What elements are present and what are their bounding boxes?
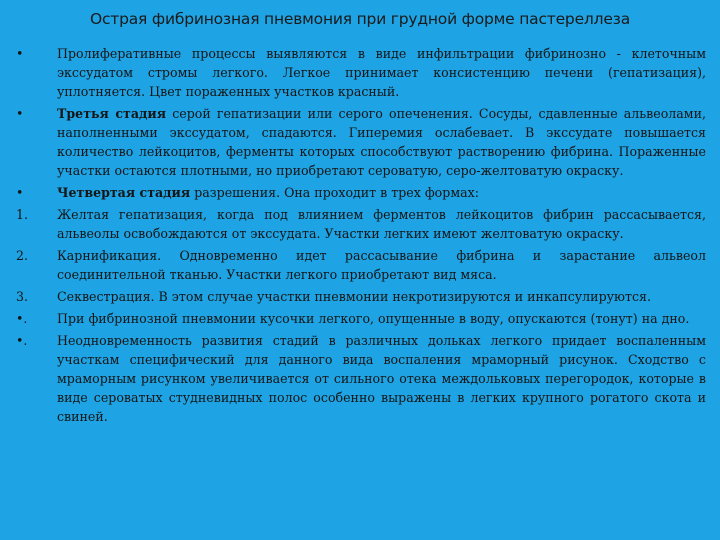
- list-item-text: [57, 183, 706, 202]
- slide-content: [16, 44, 706, 429]
- list-item: [16, 287, 706, 306]
- list-item: [16, 309, 706, 328]
- list-item-text: [57, 246, 706, 284]
- list-item-text: [57, 104, 706, 180]
- list-item: [16, 205, 706, 243]
- list-item-body: серой гепатизации или серого опеченения. Сосуды, сдавленные альвеолами, наполненными экссудатом, спадаются. Гиперемия ослабевает. В экссудате повышается количество лейкоцитов, ферменты которых способствуют растворению фибрина. Пораженные участки остаются плотными, но приобретают сероватую, серо-желтоватую окраску.: [57, 106, 706, 178]
- list-item: [16, 331, 706, 426]
- list-item-text: [57, 287, 706, 306]
- slide-title: Острая фибринозная пневмония при грудной форме пастереллеза: [89, 10, 631, 28]
- number-marker: 3.: [16, 289, 29, 304]
- bullet-marker: •.: [16, 311, 28, 326]
- number-marker: 2.: [16, 248, 29, 263]
- list-item-body: При фибринозной пневмонии кусочки легкого, опущенные в воду, опускаются (тонут) на дно.: [57, 311, 690, 326]
- number-marker: 1.: [16, 207, 29, 222]
- list-item-body: разрешения. Она проходит в трех формах:: [190, 185, 479, 200]
- list-item-body: Неодновременность развития стадий в различных дольках легкого придает воспаленным участкам специфический для данного вида воспаления мраморный рисунок. Сходство с мраморным рисунком увеличивается от сильного отека междольковых перегородок, которые в виде сероватых студневидных полос особенно выражены в легких крупного рогатого скота и свиней.: [57, 333, 706, 424]
- bullet-marker: •.: [16, 333, 28, 348]
- list-item: [16, 183, 706, 202]
- bullet-marker: •: [16, 46, 24, 61]
- list-item: [16, 246, 706, 284]
- list-item-body: Секвестрация. В этом случае участки пневмонии некротизируются и инкапсулируются.: [57, 289, 651, 304]
- list-item-text: [57, 309, 706, 328]
- list-item: [16, 44, 706, 101]
- list-item: [16, 104, 706, 180]
- list-item-body: Пролиферативные процессы выявляются в виде инфильтрации фибринозно - клеточным экссудатом стромы легкого. Легкое принимает консистенцию печени (гепатизация), уплотняется. Цвет пораженных участков красный.: [57, 46, 706, 99]
- list-item-text: [57, 44, 706, 101]
- list-item-body: Карнификация. Одновременно идет рассасывание фибрина и зарастание альвеол соединительной тканью. Участки легкого приобретают вид мяса.: [57, 248, 706, 282]
- bullet-marker: •: [16, 185, 24, 200]
- list-item-bold: Третья стадия: [57, 106, 167, 121]
- list-item-bold: Четвертая стадия: [57, 185, 191, 200]
- list-item-text: [57, 205, 706, 243]
- list-item-text: [57, 331, 706, 426]
- list-item-body: Желтая гепатизация, когда под влиянием ферментов лейкоцитов фибрин рассасывается, альвеолы освобождаются от экссудата. Участки легких имеют желтоватую окраску.: [57, 207, 706, 241]
- bullet-marker: •: [16, 106, 24, 121]
